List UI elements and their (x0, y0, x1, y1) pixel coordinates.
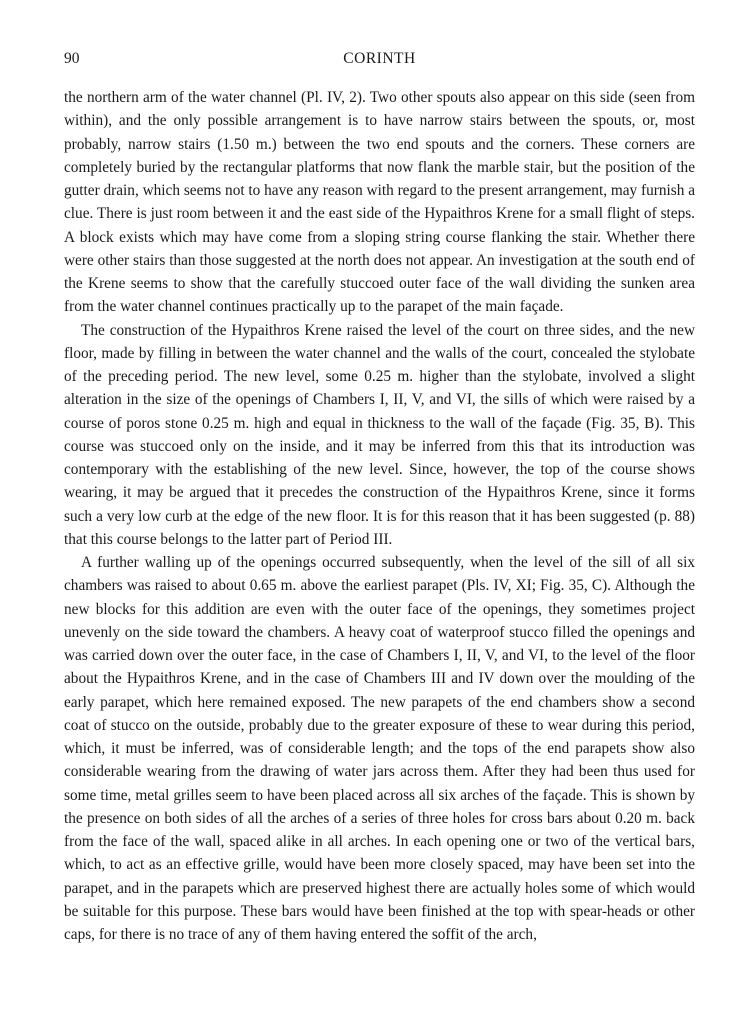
running-head: CORINTH (343, 50, 416, 67)
page-number: 90 (64, 50, 80, 67)
paragraph-continued: the northern arm of the water channel (Pl. IV, 2). Two other spouts also appear on this side (seen from within), and the only possible arrangement is to have narrow stairs between the spouts, or, most probably, narrow stairs (1.50 m.) between the two end spouts and the corners. These corners are completely buried by the rectangular platforms that now flank the marble stair, but the position of the gutter drain, which seems not to have any reason with regard to the present arrangement, may furnish a clue. There is just room between it and the east side of the Hypaithros Krene for a small flight of steps. A block exists which may have come from a sloping string course flanking the stair. Whether there were other stairs than those suggested at the north does not appear. An investigation at the south end of the Krene seems to show that the carefully stuccoed outer face of the wall dividing the sunken area from the water channel continues practically up to the parapet of the main façade. (64, 89, 695, 316)
paragraph-walling-openings: A further walling up of the openings occurred subsequently, when the level of the sill of all six chambers was raised to about 0.65 m. above the earliest parapet (Pls. IV, XI; Fig. 35, C). Although the new blocks for this addition are even with the outer face of the openings, they sometimes project unevenly on the side toward the chambers. A heavy coat of waterproof stucco filled the openings and was carried down over the outer face, in the case of Chambers I, II, V, and VI, to the level of the floor about the Hypaithros Krene, and in the case of Chambers III and IV down over the moulding of the early parapet, which here remained exposed. The new parapets of the end chambers show a second coat of stucco on the outside, probably due to the greater exposure of these to wear during this period, which, it must be inferred, was of considerable length; and the tops of the end parapets show also considerable wearing from the drawing of water jars across them. After they had been thus used for some time, metal grilles seem to have been placed across all six arches of the façade. This is shown by the presence on both sides of all the arches of a series of three holes for cross bars about 0.20 m. back from the face of the wall, spaced alike in all arches. In each opening one or two of the vertical bars, which, to act as an effective grille, would have been more closely spaced, may have been set into the parapet, and in the parapets which are preserved highest there are actually holes some of which would be suitable for this purpose. These bars would have been finished at the top with spear-heads or other caps, for there is no trace of any of them having entered the soffit of the arch, (64, 554, 695, 943)
body-text (64, 86, 695, 946)
document-page (64, 50, 695, 946)
page-header (64, 50, 695, 72)
paragraph-hypaithros-krene: The construction of the Hypaithros Krene raised the level of the court on three sides, and the new floor, made by filling in between the water channel and the walls of the court, concealed the stylobate of the preceding period. The new level, some 0.25 m. higher than the stylobate, involved a slight alteration in the size of the openings of Chambers I, II, V, and VI, the sills of which were raised by a course of poros stone 0.25 m. high and equal in thickness to the wall of the façade (Fig. 35, B). This course was stuccoed only on the inside, and it may be inferred from this that its introduction was contemporary with the establishing of the new level. Since, however, the top of the course shows wearing, it may be argued that it precedes the construction of the Hypaithros Krene, since it forms such a very low curb at the edge of the new floor. It is for this reason that it has been suggested (p. 88) that this course belongs to the latter part of Period III. (64, 321, 695, 548)
